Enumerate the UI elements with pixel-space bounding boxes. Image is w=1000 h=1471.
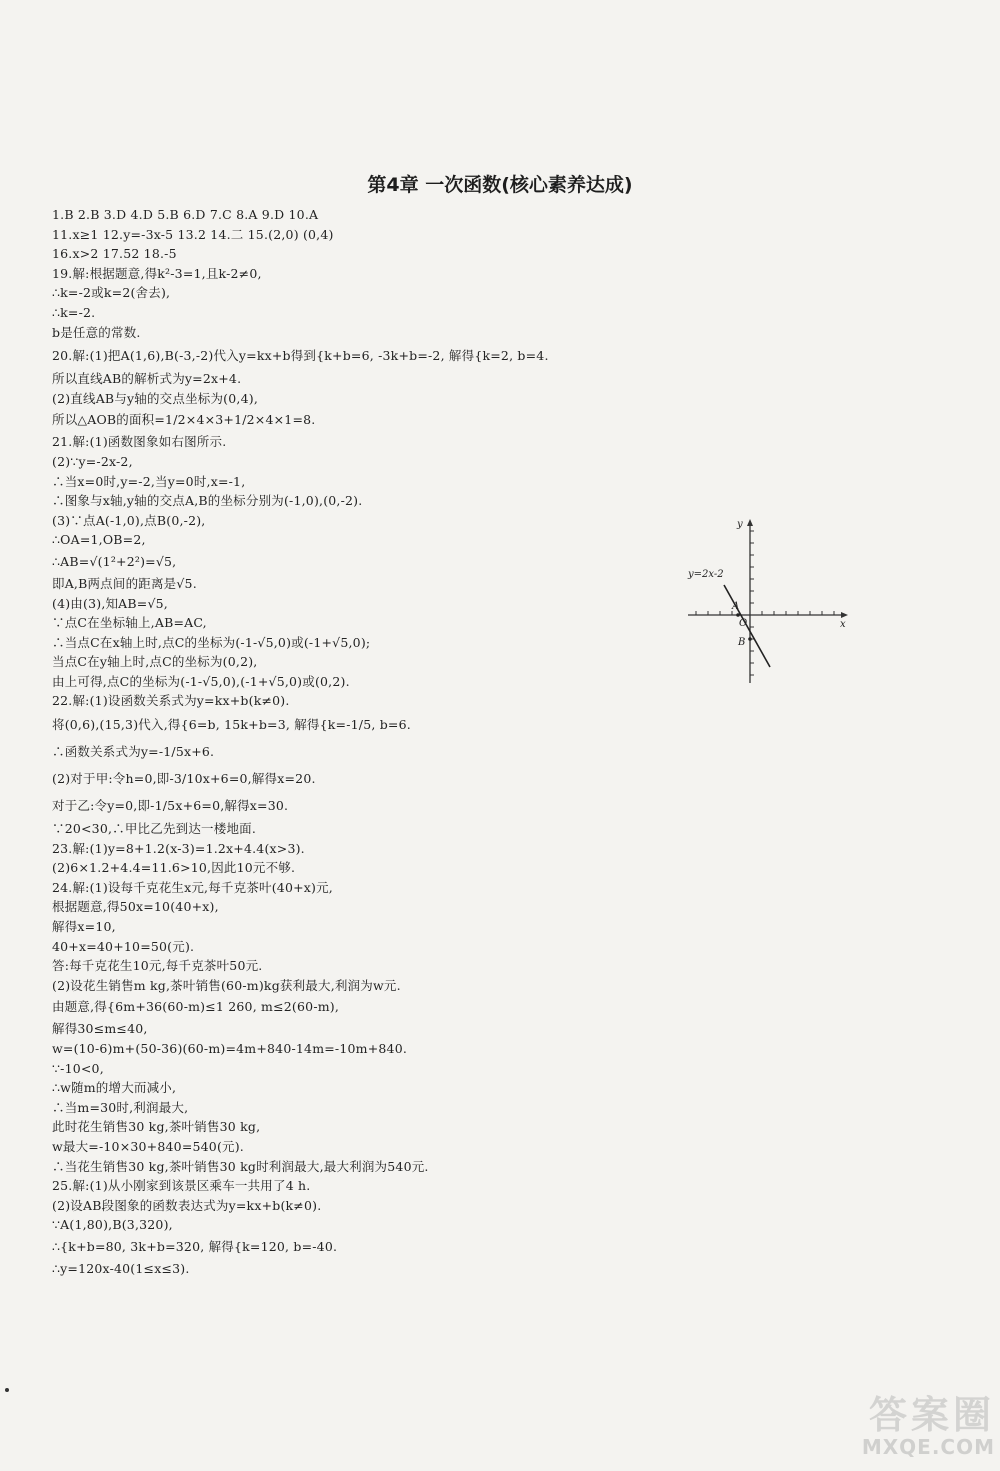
- answer-line: 1.B 2.B 3.D 4.D 5.B 6.D 7.C 8.A 9.D 10.A: [52, 207, 319, 222]
- answer-line: ∴y=120x-40(1≤x≤3).: [52, 1260, 190, 1276]
- answer-line: 将(0,6),(15,3)代入,得{6=b, 15k+b=3, 解得{k=-1/5, b=6.: [52, 717, 411, 733]
- answer-line: ∵-10<0,: [52, 1060, 104, 1076]
- answer-line: 对于乙:令y=0,即-1/5x+6=0,解得x=30.: [52, 798, 289, 814]
- answer-line: 当点C在y轴上时,点C的坐标为(0,2),: [52, 654, 258, 670]
- y-axis-label: y: [737, 519, 743, 530]
- answer-line: ∵点C在坐标轴上,AB=AC,: [52, 615, 207, 631]
- answer-line: (2)∵y=-2x-2,: [52, 453, 133, 469]
- answer-line: (2)设AB段图象的函数表达式为y=kx+b(k≠0).: [52, 1197, 322, 1213]
- watermark-logo: 答案圈: [868, 1393, 995, 1437]
- answer-line: ∵20<30,∴甲比乙先到达一楼地面.: [52, 821, 257, 837]
- answer-line: w最大=-10×30+840=540(元).: [52, 1138, 244, 1154]
- point-a: [736, 613, 740, 617]
- answer-line: 此时花生销售30 kg,茶叶销售30 kg,: [52, 1119, 261, 1135]
- point-b-label: B: [738, 637, 746, 648]
- answer-line: ∴当点C在x轴上时,点C的坐标为(-1-√5,0)或(-1+√5,0);: [52, 634, 371, 650]
- answer-line: b是任意的常数.: [52, 324, 141, 340]
- answer-line: w=(10-6)m+(50-36)(60-m)=4m+840-14m=-10m+840.: [52, 1041, 408, 1056]
- answer-line: 19.解:根据题意,得k²-3=1,且k-2≠0,: [52, 265, 262, 281]
- answer-line: ∴AB=√(1²+2²)=√5,: [52, 553, 177, 569]
- answer-line: ∴当花生销售30 kg,茶叶销售30 kg时利润最大,最大利润为540元.: [52, 1158, 429, 1174]
- function-graph: [680, 515, 855, 690]
- answer-line: (2)6×1.2+4.4=11.6>10,因此10元不够.: [52, 860, 296, 876]
- y-axis-arrow-icon: [747, 519, 753, 526]
- answer-line: 答:每千克花生10元,每千克茶叶50元.: [52, 958, 263, 974]
- answer-line: 24.解:(1)设每千克花生x元,每千克茶叶(40+x)元,: [52, 879, 333, 895]
- answer-line: 25.解:(1)从小刚家到该景区乘车一共用了4 h.: [52, 1178, 311, 1194]
- answer-line: (2)直线AB与y轴的交点坐标为(0,4),: [52, 390, 258, 406]
- answer-line: 所以△AOB的面积=1/2×4×3+1/2×4×1=8.: [52, 412, 316, 428]
- scan-dot: [5, 1388, 9, 1392]
- answer-line: ∴{k+b=80, 3k+b=320, 解得{k=120, b=-40.: [52, 1238, 338, 1254]
- answer-line: ∴函数关系式为y=-1/5x+6.: [52, 744, 215, 760]
- answer-line: 由上可得,点C的坐标为(-1-√5,0),(-1+√5,0)或(0,2).: [52, 673, 350, 689]
- answer-list: [52, 205, 672, 1279]
- answer-line: 21.解:(1)函数图象如右图所示.: [52, 434, 227, 450]
- answer-line: 16.x>2 17.52 18.-5: [52, 246, 177, 262]
- answer-line: (2)设花生销售m kg,茶叶销售(60-m)kg获利最大,利润为w元.: [52, 977, 401, 993]
- answer-line: 即A,B两点间的距离是√5.: [52, 575, 197, 591]
- answer-line: 20.解:(1)把A(1,6),B(-3,-2)代入y=kx+b得到{k+b=6, -3k+b=-2, 解得{k=2, b=4.: [52, 348, 549, 364]
- x-axis-arrow-icon: [841, 612, 848, 618]
- x-axis-label: x: [840, 619, 846, 630]
- answer-line: ∴OA=1,OB=2,: [52, 532, 146, 548]
- answer-line: ∴当m=30时,利润最大,: [52, 1099, 189, 1115]
- answer-line: ∴k=-2.: [52, 304, 96, 320]
- page-title: 第4章 一次函数(核心素养达成): [367, 174, 633, 196]
- point-b: [748, 637, 752, 641]
- answer-line: 根据题意,得50x=10(40+x),: [52, 899, 219, 915]
- answer-line: (2)对于甲:令h=0,即-3/10x+6=0,解得x=20.: [52, 771, 316, 787]
- answer-line: 解得x=10,: [52, 919, 116, 935]
- answer-line: ∵A(1,80),B(3,320),: [52, 1217, 173, 1233]
- answer-line: 由题意,得{6m+36(60-m)≤1 260, m≤2(60-m),: [52, 999, 340, 1015]
- answer-line: 22.解:(1)设函数关系式为y=kx+b(k≠0).: [52, 693, 290, 709]
- answer-line: ∴图象与x轴,y轴的交点A,B的坐标分别为(-1,0),(0,-2).: [52, 493, 363, 509]
- answer-line: 40+x=40+10=50(元).: [52, 938, 195, 954]
- answer-line: 23.解:(1)y=8+1.2(x-3)=1.2x+4.4(x>3).: [52, 840, 305, 856]
- answer-line: ∴w随m的增大而减小,: [52, 1080, 177, 1096]
- answer-line: ∴k=-2或k=2(舍去),: [52, 285, 171, 301]
- origin-label: O: [739, 618, 748, 629]
- watermark-url: MXQE.COM: [861, 1435, 995, 1459]
- answer-line: (4)由(3),知AB=√5,: [52, 595, 168, 611]
- watermark: [815, 1395, 995, 1465]
- answer-line: 解得30≤m≤40,: [52, 1021, 148, 1037]
- answer-line: 所以直线AB的解析式为y=2x+4.: [52, 371, 242, 387]
- function-label: y=2x-2: [688, 569, 724, 580]
- answer-line: 11.x≥1 12.y=-3x-5 13.2 14.二 15.(2,0) (0,4): [52, 226, 334, 242]
- answer-line: (3)∵点A(-1,0),点B(0,-2),: [52, 512, 206, 528]
- answer-line: ∴当x=0时,y=-2,当y=0时,x=-1,: [52, 473, 246, 489]
- point-a-label: A: [732, 601, 740, 612]
